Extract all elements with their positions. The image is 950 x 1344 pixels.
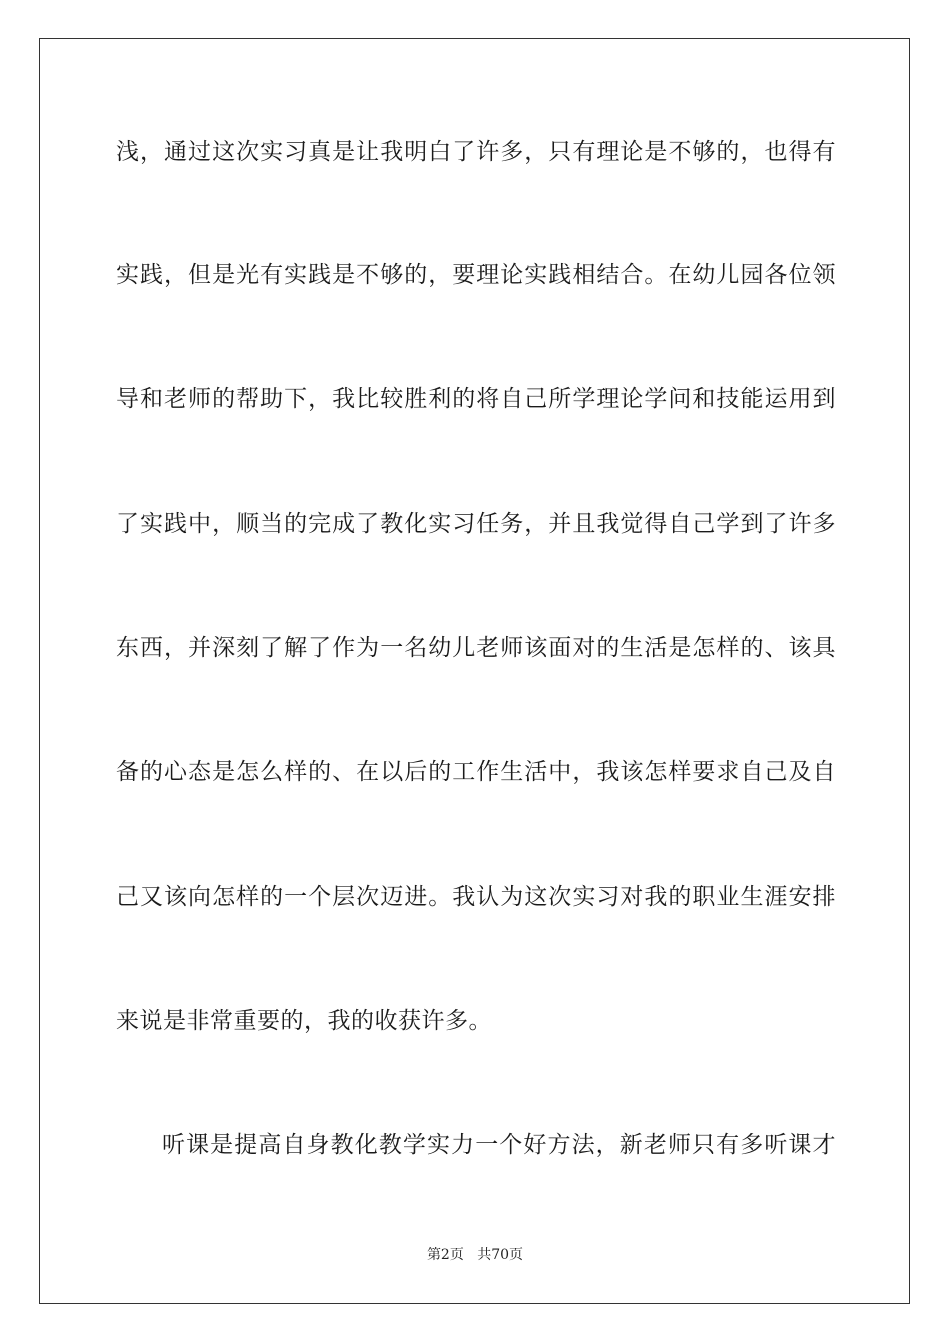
paragraph-line: 实践，但是光有实践是不够的，要理论实践相结合。在幼儿园各位领	[116, 262, 836, 288]
paragraph-line: 己又该向怎样的一个层次迈进。我认为这次实习对我的职业生涯安排	[116, 884, 836, 910]
paragraph-line: 听课是提高自身教化教学实力一个好方法，新老师只有多听课才	[162, 1132, 836, 1158]
paragraph-line: 东西，并深刻了解了作为一名幼儿老师该面对的生活是怎样的、该具	[116, 635, 836, 661]
page-frame	[39, 38, 910, 1304]
paragraph-line: 浅，通过这次实习真是让我明白了许多，只有理论是不够的，也得有	[116, 139, 836, 165]
paragraph-line: 了实践中，顺当的完成了教化实习任务，并且我觉得自己学到了许多	[116, 511, 836, 537]
page-footer	[0, 1245, 950, 1265]
paragraph-line: 导和老师的帮助下，我比较胜利的将自己所学理论学问和技能运用到	[116, 386, 836, 412]
page-total: 共70页	[477, 1247, 524, 1263]
paragraph-line: 来说是非常重要的，我的收获许多。	[116, 1008, 492, 1034]
page-number: 第2页	[426, 1247, 464, 1263]
paragraph-line: 备的心态是怎么样的、在以后的工作生活中，我该怎样要求自己及自	[116, 759, 836, 785]
